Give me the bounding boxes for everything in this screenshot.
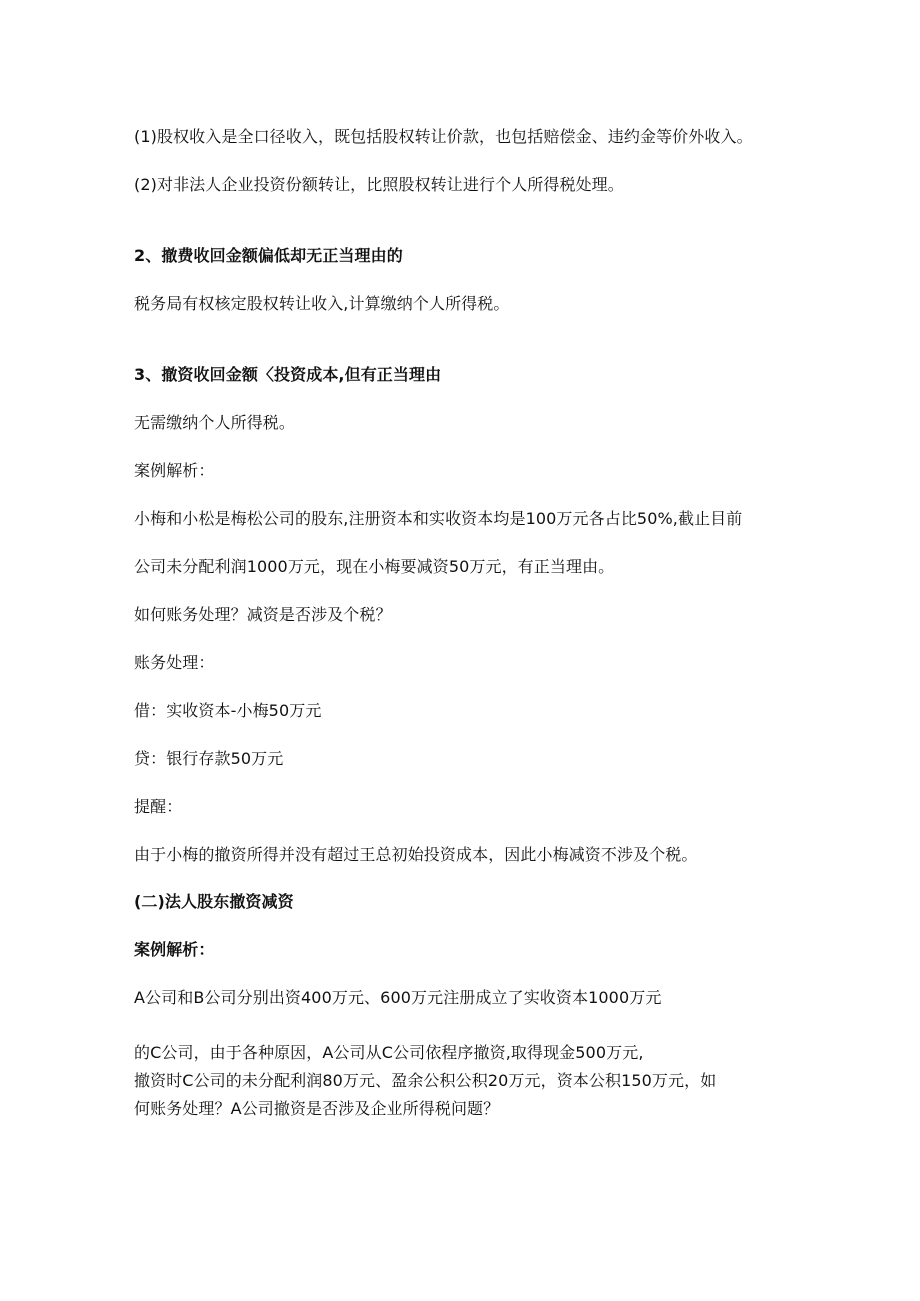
- case2-line-2: 的C公司，由于各种原因，A公司从C公司依程序撤资,取得现金500万元,: [134, 1043, 644, 1062]
- heading-2: 2、撤费收回金额偏低却无正当理由的: [134, 246, 403, 265]
- question-line: 如何账务处理？减资是否涉及个税？: [134, 605, 392, 624]
- paragraph-non-legal-entity: (2)对非法人企业投资份额转让，比照股权转让进行个人所得税处理。: [134, 175, 624, 194]
- accounting-label: 账务处理：: [134, 653, 215, 672]
- heading-3: 3、撤资收回金额〈投资成本,但有正当理由: [134, 365, 442, 384]
- case-paragraph-line-2: 公司未分配利润1000万元，现在小梅要减资50万元，有正当理由。: [134, 557, 615, 576]
- paragraph-tax-bureau: 税务局有权核定股权转让收入,计算缴纳个人所得税。: [134, 294, 510, 313]
- case2-line-4: 何账务处理？A公司撤资是否涉及企业所得税问题？: [134, 1099, 500, 1118]
- case2-line-3: 撤资时C公司的未分配利润80万元、盈余公积公积20万元，资本公积150万元，如: [134, 1071, 717, 1090]
- case-analysis-label-bold: 案例解析：: [134, 940, 215, 959]
- debit-entry: 借：实收资本-小梅50万元: [134, 701, 322, 720]
- credit-entry: 贷：银行存款50万元: [134, 749, 284, 768]
- case-paragraph-line-1: 小梅和小松是梅松公司的股东,注册资本和实收资本均是100万元各占比50%,截止目前: [134, 509, 743, 528]
- paragraph-equity-income: (1)股权收入是全口径收入，既包括股权转让价款，也包括赔偿金、违约金等价外收入。: [134, 127, 753, 146]
- reminder-paragraph: 由于小梅的撤资所得并没有超过王总初始投资成本，因此小梅减资不涉及个税。: [134, 845, 698, 864]
- heading-legal-shareholder: (二)法人股东撤资减资: [134, 892, 294, 911]
- paragraph-no-tax: 无需缴纳个人所得税。: [134, 413, 296, 432]
- case-analysis-label: 案例解析：: [134, 461, 215, 480]
- reminder-label: 提醒：: [134, 797, 183, 816]
- case2-line-1: A公司和B公司分别出资400万元、600万元注册成立了实收资本1000万元: [134, 988, 662, 1007]
